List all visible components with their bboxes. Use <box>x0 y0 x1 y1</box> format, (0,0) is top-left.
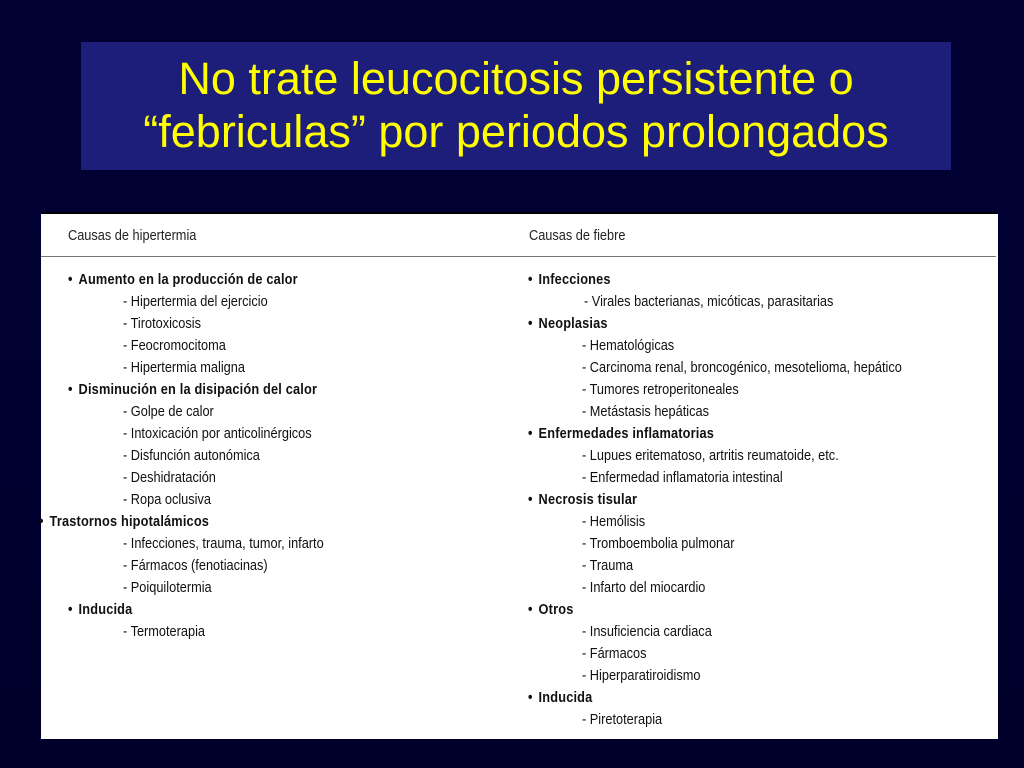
cause-subitem <box>582 623 712 641</box>
cause-text: - Deshidratación <box>123 470 216 486</box>
cause-subitem <box>123 359 245 377</box>
cause-text: - Golpe de calor <box>123 404 214 420</box>
cause-subitem <box>582 645 647 663</box>
bullet-icon: • <box>528 602 533 618</box>
cause-text: Otros <box>538 602 574 618</box>
table-top-rule <box>41 212 998 214</box>
cause-subitem <box>123 403 214 421</box>
bullet-icon: • <box>528 426 533 442</box>
cause-text: - Feocromocitoma <box>123 338 226 354</box>
cause-subitem <box>582 711 662 729</box>
cause-category <box>528 601 573 619</box>
cause-text: - Fármacos <box>582 646 647 662</box>
cause-subitem <box>582 447 839 465</box>
cause-text: Enfermedades inflamatorias <box>538 426 715 442</box>
causes-table <box>41 212 998 739</box>
hyperthermia-column-header: Causas de hipertermia <box>68 228 197 244</box>
cause-subitem <box>582 469 783 487</box>
cause-text: - Disfunción autonómica <box>123 448 260 464</box>
cause-text: - Ropa oclusiva <box>123 492 211 508</box>
cause-category <box>528 425 714 443</box>
cause-subitem <box>584 293 833 311</box>
cause-text: Inducida <box>538 690 593 706</box>
cause-subitem <box>123 315 201 333</box>
cause-text: - Insuficiencia cardiaca <box>582 624 712 640</box>
bullet-icon: • <box>528 492 533 508</box>
bullet-icon: • <box>68 272 73 288</box>
cause-text: - Enfermedad inflamatoria intestinal <box>582 470 783 486</box>
cause-subitem <box>123 469 216 487</box>
cause-subitem <box>123 293 268 311</box>
cause-text: - Hipertermia maligna <box>123 360 245 376</box>
slide-title-line-1: No trate leucocitosis persistente o <box>178 53 854 104</box>
cause-text: - Piretoterapia <box>582 712 663 728</box>
fever-column-header: Causas de fiebre <box>529 228 626 244</box>
bullet-icon: • <box>528 690 533 706</box>
cause-subitem <box>582 337 674 355</box>
cause-text: - Trauma <box>582 558 634 574</box>
bullet-icon: • <box>39 514 44 530</box>
cause-subitem <box>582 535 734 553</box>
bullet-icon: • <box>528 316 533 332</box>
cause-category <box>528 689 592 707</box>
cause-text: - Infarto del miocardio <box>582 580 706 596</box>
cause-subitem <box>123 425 312 443</box>
cause-category <box>68 601 132 619</box>
cause-text: Trastornos hipotalámicos <box>49 514 210 530</box>
cause-text: - Hematológicas <box>582 338 675 354</box>
cause-category <box>68 271 298 289</box>
cause-text: Infecciones <box>538 272 611 288</box>
cause-subitem <box>582 381 739 399</box>
bullet-icon: • <box>68 382 73 398</box>
cause-text: - Hipertermia del ejercicio <box>123 294 268 310</box>
cause-category <box>39 513 209 531</box>
cause-subitem <box>123 579 212 597</box>
cause-text: Aumento en la producción de calor <box>78 272 298 288</box>
cause-text: - Metástasis hepáticas <box>582 404 709 420</box>
cause-subitem <box>123 557 268 575</box>
bullet-icon: • <box>528 272 533 288</box>
cause-text: - Infecciones, trauma, tumor, infarto <box>123 536 324 552</box>
cause-subitem <box>582 557 633 575</box>
slide-title <box>81 42 951 170</box>
cause-subitem <box>123 337 226 355</box>
cause-text: Necrosis tisular <box>538 492 638 508</box>
cause-subitem <box>582 579 705 597</box>
cause-subitem <box>123 535 324 553</box>
cause-subitem <box>582 667 700 685</box>
cause-text: Disminución en la disipación del calor <box>78 382 318 398</box>
cause-text: - Lupues eritematoso, artritis reumatoide, etc. <box>582 448 839 464</box>
cause-category <box>68 381 317 399</box>
cause-subitem <box>123 623 205 641</box>
cause-subitem <box>123 491 211 509</box>
cause-text: Inducida <box>78 602 133 618</box>
slide-title-line-2: “febriculas” por periodos prolongados <box>143 106 889 157</box>
cause-text: - Virales bacterianas, micóticas, parasitarias <box>584 294 834 310</box>
cause-subitem <box>123 447 260 465</box>
cause-text: - Fármacos (fenotiacinas) <box>123 558 268 574</box>
cause-category <box>528 315 608 333</box>
cause-text: - Tumores retroperitoneales <box>582 382 739 398</box>
cause-subitem <box>582 359 902 377</box>
cause-category <box>528 271 611 289</box>
cause-text: - Tirotoxicosis <box>123 316 202 332</box>
cause-text: - Hemólisis <box>582 514 646 530</box>
header-divider <box>41 256 996 257</box>
cause-text: - Carcinoma renal, broncogénico, mesotelioma, hepático <box>582 360 902 376</box>
cause-text: Neoplasias <box>538 316 608 332</box>
cause-category <box>528 491 637 509</box>
cause-text: - Poiquilotermia <box>123 580 212 596</box>
bullet-icon: • <box>68 602 73 618</box>
cause-subitem <box>582 403 709 421</box>
cause-text: - Hiperparatiroidismo <box>582 668 701 684</box>
cause-text: - Intoxicación por anticolinérgicos <box>123 426 312 442</box>
cause-text: - Termoterapia <box>123 624 206 640</box>
cause-text: - Tromboembolia pulmonar <box>582 536 735 552</box>
cause-subitem <box>582 513 645 531</box>
